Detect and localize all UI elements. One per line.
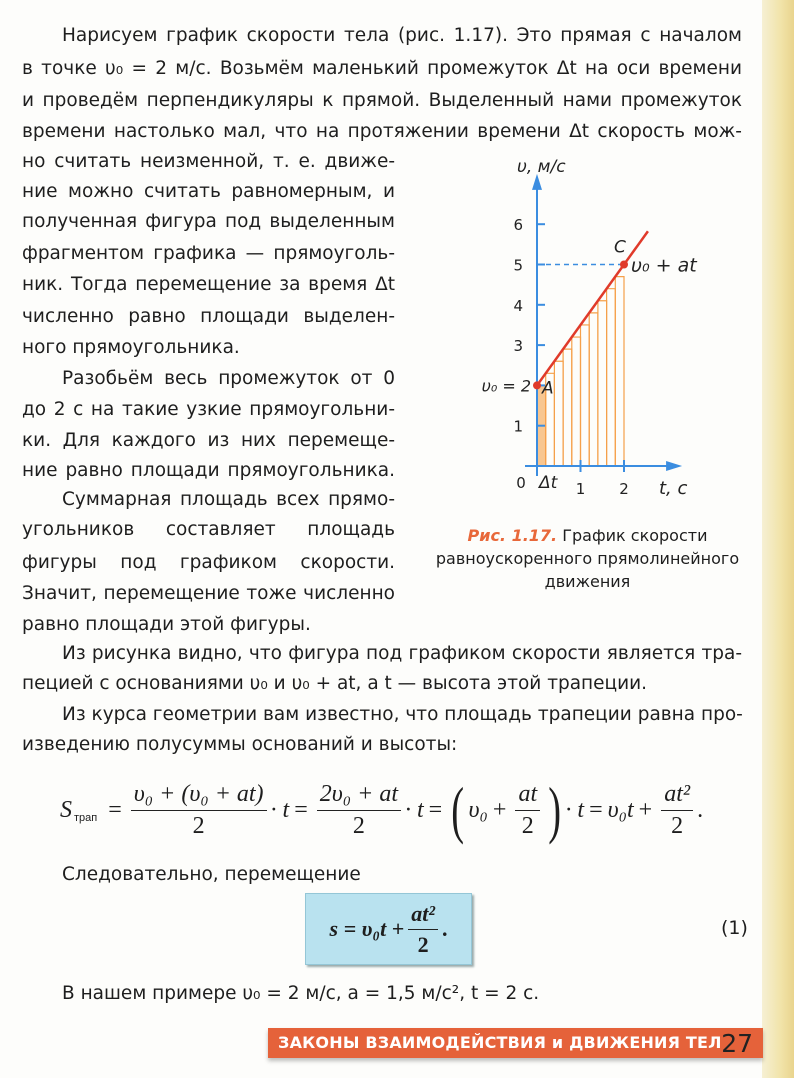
text-line: Разобьём весь промежуток от 0 bbox=[62, 368, 395, 389]
displacement-formula-box bbox=[305, 893, 472, 965]
formula-operator: = bbox=[589, 796, 603, 823]
text-line: но считать неизменной, т. е. движе- bbox=[22, 151, 395, 172]
text-line: Значит, перемещение тоже численно bbox=[22, 583, 395, 604]
text-line: ние можно считать равномерным, и bbox=[22, 181, 395, 202]
right-paren: ) bbox=[548, 774, 562, 845]
formula-subscript: трап bbox=[74, 812, 98, 824]
figure-caption-text: График скорости равноускоренного прямолинейного движения bbox=[435, 526, 740, 591]
text-line: ки. Для каждого из них перемеще- bbox=[22, 430, 395, 451]
text-line: пецией с основаниями υ₀ и υ₀ + at, а t — высота этой трапеции. bbox=[22, 673, 648, 694]
numerator: at² bbox=[408, 901, 438, 930]
text-line: времени настолько мал, что на протяжении времени Δt скорость мож- bbox=[22, 121, 742, 142]
left-paren: ( bbox=[451, 774, 465, 845]
page-number: 27 bbox=[721, 1029, 753, 1058]
formula-period: . bbox=[441, 916, 448, 941]
text-line: фрагментом графика — прямоуголь- bbox=[22, 243, 395, 264]
formula-operator: = bbox=[428, 796, 443, 823]
fraction bbox=[515, 781, 540, 840]
numerator: υ₀ + (υ₀ + at) bbox=[131, 781, 267, 811]
text-line: в точке υ₀ = 2 м/с. Возьмём маленький промежуток Δt на оси времени bbox=[22, 58, 742, 79]
footer-band bbox=[268, 1028, 763, 1058]
formula-period: . bbox=[697, 796, 704, 823]
figure-caption bbox=[430, 524, 745, 593]
text-line: Следовательно, перемещение bbox=[62, 864, 361, 885]
strip bbox=[615, 277, 624, 466]
denominator: 2 bbox=[192, 812, 205, 839]
y-tick-label: 5 bbox=[513, 256, 523, 275]
formula-operator: + bbox=[638, 796, 653, 823]
v-axis-label: υ, м/с bbox=[517, 157, 566, 177]
formula-lhs: s = υ₀t + bbox=[329, 916, 405, 941]
origin-label: 0 bbox=[516, 474, 526, 492]
point-C bbox=[620, 261, 628, 269]
text-line: изведению полусуммы оснований и высоты: bbox=[22, 734, 458, 755]
text-line: ние равно площади прямоугольника. bbox=[22, 460, 395, 481]
x-tick-label: 2 bbox=[619, 480, 629, 498]
fraction bbox=[661, 781, 693, 840]
strip bbox=[589, 313, 598, 466]
formula-term: υ₀ bbox=[468, 796, 488, 823]
denominator: 2 bbox=[671, 812, 684, 839]
velocity-graph bbox=[430, 150, 770, 520]
text-line: численно равно площади выделен- bbox=[22, 306, 395, 327]
y-tick-label: 4 bbox=[513, 296, 523, 315]
strip bbox=[563, 349, 572, 466]
t-axis-arrow-icon bbox=[666, 461, 682, 471]
numerator: 2υ₀ + at bbox=[317, 781, 401, 811]
formula-symbol: S bbox=[60, 796, 72, 823]
formula-term: · t bbox=[565, 796, 585, 823]
y-tick-label: 6 bbox=[513, 216, 523, 235]
text-line: полученная фигура под выделенным bbox=[22, 211, 395, 232]
numerator: at² bbox=[661, 781, 693, 811]
text-line: угольников составляет площадь bbox=[22, 519, 395, 540]
strip bbox=[581, 325, 590, 466]
point-annotation: υ₀ + at bbox=[631, 254, 697, 277]
t-axis-label: t, с bbox=[659, 478, 688, 499]
text-line: и проведём перпендикуляры к прямой. Выделенный нами промежуток bbox=[22, 90, 742, 111]
text-line: до 2 с на такие узкие прямоугольни- bbox=[22, 399, 395, 420]
strip bbox=[572, 337, 581, 466]
point-label: A bbox=[542, 378, 554, 399]
denominator: 2 bbox=[417, 931, 429, 957]
denominator: 2 bbox=[521, 812, 534, 839]
text-line: Суммарная площадь всех прямо- bbox=[62, 489, 395, 510]
point-annotation: υ₀ = 2 bbox=[481, 376, 531, 396]
figure-number: Рис. 1.17. bbox=[467, 526, 558, 545]
strip bbox=[554, 361, 563, 466]
y-tick-label: 3 bbox=[513, 337, 523, 356]
formula-term: · t bbox=[270, 796, 290, 823]
section-title: ЗАКОНЫ ВЗАИМОДЕЙСТВИЯ и ДВИЖЕНИЯ ТЕЛ bbox=[278, 1033, 722, 1052]
text-line: равно площади этой фигуры. bbox=[22, 614, 311, 635]
strip bbox=[598, 301, 607, 466]
formula-term: · t bbox=[405, 796, 424, 823]
numerator: at bbox=[515, 781, 540, 811]
point-label: C bbox=[614, 237, 626, 258]
fraction bbox=[317, 781, 401, 840]
formula-operator: = bbox=[294, 796, 308, 823]
text-line: Из рисунка видно, что фигура под графиком скорости является тра- bbox=[62, 643, 742, 664]
equation-number: (1) bbox=[721, 917, 748, 939]
formula-term: υ₀t bbox=[607, 796, 634, 823]
text-line: Из курса геометрии вам известно, что площадь трапеции равна про- bbox=[62, 704, 743, 725]
fraction bbox=[131, 781, 267, 840]
delta-t-label: Δt bbox=[539, 473, 558, 493]
strip bbox=[607, 289, 616, 466]
y-tick-label: 1 bbox=[513, 417, 523, 436]
formula-operator: = bbox=[108, 796, 122, 823]
text-line: В нашем примере υ₀ = 2 м/с, a = 1,5 м/с², t = 2 с. bbox=[62, 983, 540, 1004]
fraction bbox=[408, 901, 438, 958]
text-line: ного прямоугольника. bbox=[22, 337, 240, 358]
x-tick-label: 1 bbox=[575, 480, 586, 498]
point-A bbox=[533, 381, 541, 389]
text-line: Нарисуем график скорости тела (рис. 1.17). Это прямая с началом bbox=[62, 25, 742, 46]
denominator: 2 bbox=[352, 812, 365, 839]
trapezoid-area-formula bbox=[60, 770, 703, 850]
formula-operator: + bbox=[492, 796, 507, 823]
text-line: фигуры под графиком скорости. bbox=[22, 552, 395, 573]
text-line: ник. Тогда перемещение за время Δt bbox=[22, 274, 395, 295]
